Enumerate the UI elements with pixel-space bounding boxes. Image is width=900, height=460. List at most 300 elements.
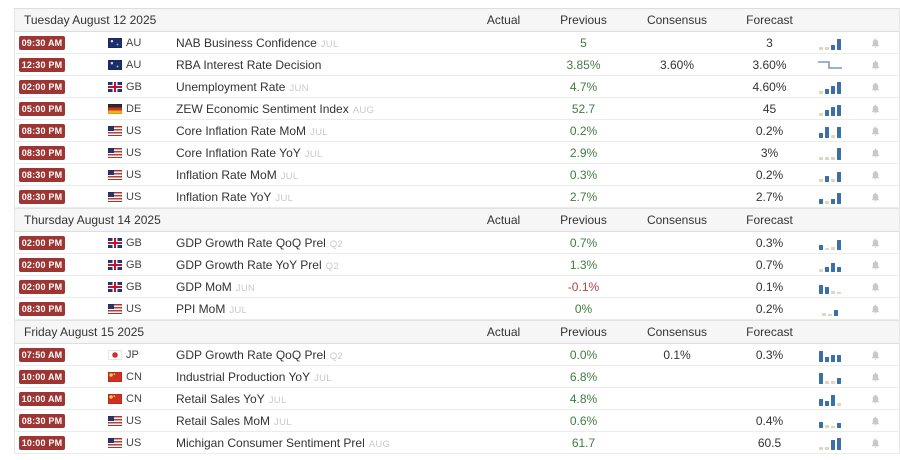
time-badge: 10:00 AM [19, 370, 65, 384]
calendar-row [15, 254, 899, 276]
column-header-previous: Previous [560, 13, 607, 27]
spark-bar [825, 357, 829, 362]
time-cell [15, 392, 101, 406]
previous-value: 6.8% [569, 369, 598, 384]
spark-bar [819, 91, 823, 94]
event-link[interactable]: Core Inflation Rate MoM [176, 123, 307, 138]
previous-value: 0.2% [569, 123, 598, 138]
forecast-value: 0.3% [755, 235, 784, 250]
spark-bar [819, 47, 823, 50]
spark-bar [828, 314, 832, 316]
spark-bar [825, 267, 829, 272]
country-cell [101, 59, 171, 71]
alert-bell-button[interactable] [854, 281, 897, 293]
column-header-consensus: Consensus [646, 325, 708, 339]
country-code-link[interactable]: US [126, 168, 142, 181]
sparkline-chart[interactable] [806, 236, 854, 250]
time-badge: 02:00 PM [19, 258, 65, 272]
event-link[interactable]: Unemployment Rate [176, 79, 286, 94]
alert-bell-button[interactable] [854, 303, 897, 315]
time-cell [15, 102, 101, 116]
time-cell [15, 80, 101, 94]
alert-bell-button[interactable] [854, 393, 897, 405]
event-period-label: JUL [304, 148, 323, 160]
forecast-value: 3.60% [752, 57, 787, 72]
spark-bar [837, 148, 841, 160]
event-cell [171, 370, 461, 384]
calendar-row [15, 120, 899, 142]
spark-bar [825, 176, 829, 182]
spark-bar [831, 86, 835, 94]
spark-bar [837, 39, 841, 50]
spark-bar [825, 248, 829, 250]
event-link[interactable]: NAB Business Confidence [176, 35, 317, 50]
time-badge: 02:00 PM [19, 280, 65, 294]
spark-bar [837, 193, 841, 204]
spark-bar [837, 127, 841, 138]
spark-bar [837, 267, 841, 272]
spark-bar [831, 291, 835, 294]
flag-gb-icon [108, 82, 122, 92]
alert-bell-button[interactable] [854, 37, 897, 49]
spark-bar [837, 438, 841, 450]
forecast-value: 0.2% [755, 123, 784, 138]
event-cell [171, 392, 461, 406]
sparkline-chart[interactable] [806, 436, 854, 450]
spark-bar [825, 110, 829, 116]
time-cell [15, 436, 101, 450]
calendar-row [15, 98, 899, 120]
forecast-value: 45 [762, 101, 777, 116]
country-code-link[interactable]: GB [126, 80, 142, 93]
country-code-link[interactable]: US [126, 124, 142, 137]
calendar-row [15, 232, 899, 254]
time-badge: 08:30 PM [19, 168, 65, 182]
sparkline-chart[interactable] [806, 146, 854, 160]
time-cell [15, 280, 101, 294]
event-link[interactable]: Michigan Consumer Sentiment Prel [176, 435, 365, 450]
event-cell [171, 236, 461, 250]
country-code-link[interactable]: US [126, 414, 142, 427]
spark-bar [837, 403, 841, 406]
event-link[interactable]: Inflation Rate YoY [176, 189, 272, 204]
calendar-row [15, 366, 899, 388]
column-header-actual: Actual [486, 213, 521, 227]
spark-bar [837, 355, 841, 362]
time-badge: 07:50 AM [19, 348, 65, 362]
country-cell [101, 393, 171, 405]
spark-bar [837, 378, 841, 384]
time-cell [15, 190, 101, 204]
time-cell [15, 258, 101, 272]
flag-us-icon [108, 170, 122, 180]
event-period-label: JUL [310, 126, 328, 138]
flag-de-icon [108, 104, 122, 114]
forecast-value: 0.1% [755, 279, 784, 294]
column-header-forecast: Forecast [746, 13, 793, 27]
spark-bar [831, 199, 835, 204]
flag-us-icon [108, 126, 122, 136]
event-cell [171, 168, 461, 182]
flag-au-icon [108, 60, 122, 70]
sparkline-chart[interactable] [806, 124, 854, 138]
event-link[interactable]: Retail Sales MoM [176, 413, 271, 428]
event-link[interactable]: PPI MoM [176, 301, 226, 316]
event-period-label: JUN [235, 282, 256, 294]
time-cell [15, 302, 101, 316]
sparkline-chart[interactable] [806, 36, 854, 50]
time-badge: 02:00 PM [19, 236, 65, 250]
country-code-link[interactable]: GB [126, 258, 142, 271]
event-period-label: JUL [314, 372, 332, 384]
event-period-label: AUG [368, 438, 391, 450]
country-code-link[interactable]: AU [126, 36, 142, 49]
previous-value: 4.8% [569, 391, 598, 406]
calendar-row [15, 164, 899, 186]
time-badge: 12:30 PM [19, 58, 65, 72]
event-cell [171, 280, 461, 294]
previous-value: 52.7 [571, 101, 596, 116]
section-header [15, 320, 899, 344]
alert-bell-button[interactable] [854, 191, 897, 203]
event-period-label: JUL [320, 38, 339, 50]
alert-bell-button[interactable] [854, 125, 897, 137]
previous-value: 0% [574, 301, 593, 316]
country-cell [101, 437, 171, 449]
previous-value: 1.3% [569, 257, 598, 272]
time-badge: 08:30 PM [19, 190, 65, 204]
forecast-value: 0.2% [755, 167, 784, 182]
event-cell [171, 302, 461, 316]
country-code-link[interactable]: US [126, 436, 142, 449]
spark-bar [825, 381, 829, 384]
sparkline-chart[interactable] [806, 258, 854, 272]
sparkline-chart[interactable] [806, 302, 854, 316]
calendar-row [15, 432, 899, 454]
alert-bell-button[interactable] [854, 81, 897, 93]
spark-bar [837, 423, 841, 428]
calendar-row [15, 32, 899, 54]
section-date: Friday August 15 2025 [24, 325, 145, 339]
country-cell [101, 81, 171, 93]
flag-us-icon [108, 438, 122, 448]
event-cell [171, 348, 461, 362]
event-cell [171, 36, 461, 50]
country-cell [101, 169, 171, 181]
sparkline-chart[interactable] [806, 370, 854, 384]
calendar-row [15, 76, 899, 98]
time-badge: 08:30 PM [19, 146, 65, 160]
country-cell [101, 371, 171, 383]
calendar-row [15, 344, 899, 366]
sparkline-chart[interactable] [806, 58, 854, 72]
spark-bar [819, 179, 823, 182]
country-code-link[interactable]: US [126, 190, 142, 203]
country-cell [101, 125, 171, 137]
event-link[interactable]: Core Inflation Rate YoY [176, 145, 301, 160]
time-cell [15, 124, 101, 138]
previous-value: 0.6% [569, 413, 598, 428]
time-cell [15, 370, 101, 384]
calendar-row [15, 276, 899, 298]
alert-bell-button[interactable] [854, 59, 897, 71]
spark-bar [825, 447, 829, 450]
time-badge: 08:30 PM [19, 414, 65, 428]
flag-us-icon [108, 416, 122, 426]
event-link[interactable]: GDP Growth Rate QoQ Prel [176, 347, 326, 362]
spark-bar [819, 133, 823, 138]
column-header-forecast: Forecast [746, 325, 793, 339]
previous-value: 0.0% [569, 347, 598, 362]
previous-value: 0.3% [569, 167, 598, 182]
spark-bar [831, 179, 835, 182]
spark-bar [825, 127, 829, 138]
previous-value: -0.1% [567, 279, 600, 294]
event-link[interactable]: GDP MoM [176, 279, 232, 294]
country-code-link[interactable]: CN [126, 370, 142, 383]
flag-au-icon [108, 38, 122, 48]
section-header [15, 9, 899, 32]
event-period-label: Q2 [329, 350, 344, 362]
spark-bar [825, 157, 829, 160]
country-cell [101, 237, 171, 249]
spark-bar [831, 45, 835, 50]
flag-us-icon [108, 304, 122, 314]
sparkline-chart[interactable] [806, 102, 854, 116]
section-header [15, 208, 899, 232]
flag-us-icon [108, 148, 122, 158]
flag-gb-icon [108, 282, 122, 292]
spark-bar [825, 47, 829, 50]
country-cell [101, 103, 171, 115]
calendar-row [15, 298, 899, 320]
time-badge: 08:30 PM [19, 124, 65, 138]
country-code-link[interactable]: AU [126, 58, 142, 71]
column-header-forecast: Forecast [746, 213, 793, 227]
country-code-link[interactable]: US [126, 302, 142, 315]
country-cell [101, 37, 171, 49]
spark-bar [831, 263, 835, 272]
country-cell [101, 281, 171, 293]
spark-bar [825, 425, 829, 428]
calendar-row [15, 54, 899, 76]
time-cell [15, 236, 101, 250]
sparkline-chart[interactable] [806, 168, 854, 182]
country-cell [101, 415, 171, 427]
sparkline-chart[interactable] [806, 414, 854, 428]
calendar-row [15, 388, 899, 410]
spark-bar [825, 401, 829, 406]
spark-bar [837, 105, 841, 116]
spark-bar [819, 113, 823, 116]
spark-bar [819, 245, 823, 250]
event-cell [171, 436, 461, 450]
alert-bell-button[interactable] [854, 103, 897, 115]
consensus-value: 3.60% [659, 57, 695, 72]
time-cell [15, 414, 101, 428]
spark-bar [819, 157, 823, 160]
section-date: Tuesday August 12 2025 [24, 13, 157, 27]
alert-bell-button[interactable] [854, 237, 897, 249]
consensus-value: 0.1% [663, 347, 691, 362]
flag-us-icon [108, 192, 122, 202]
spark-bar [825, 287, 829, 294]
spark-bar [831, 440, 835, 450]
column-header-actual: Actual [486, 325, 521, 339]
country-code-link[interactable]: US [126, 146, 142, 159]
forecast-value: 4.60% [752, 79, 787, 94]
event-link[interactable]: Industrial Production YoY [176, 369, 311, 384]
event-cell [171, 124, 461, 138]
time-cell [15, 168, 101, 182]
calendar-row [15, 186, 899, 208]
country-cell [101, 259, 171, 271]
section-date: Thursday August 14 2025 [24, 213, 161, 227]
spark-bar [831, 395, 835, 406]
spark-bar [837, 82, 841, 94]
column-header-actual: Actual [486, 13, 521, 27]
flag-cn-icon [108, 372, 122, 382]
flag-gb-icon [108, 260, 122, 270]
spark-bar [837, 292, 841, 294]
spark-bar [819, 351, 823, 362]
spark-bar [819, 199, 823, 204]
spark-bar [834, 310, 838, 316]
event-period-label: JUL [229, 304, 248, 316]
alert-bell-button[interactable] [854, 169, 897, 181]
country-cell [101, 147, 171, 159]
alert-bell-button[interactable] [854, 147, 897, 159]
spark-bar [831, 107, 835, 116]
calendar-row [15, 410, 899, 432]
time-cell [15, 348, 101, 362]
spark-bar [825, 89, 829, 94]
event-cell [171, 102, 461, 116]
spark-bar [819, 399, 823, 406]
forecast-value: 0.4% [755, 413, 784, 428]
time-badge: 05:00 PM [19, 102, 65, 116]
previous-value: 0.7% [569, 235, 598, 250]
country-code-link[interactable]: JP [126, 348, 139, 361]
forecast-value: 0.3% [755, 347, 784, 362]
event-period-label: JUL [268, 394, 287, 406]
time-badge: 10:00 PM [19, 436, 65, 450]
spark-bar [819, 447, 823, 450]
event-period-label: Q2 [325, 260, 339, 272]
spark-bar [822, 313, 826, 316]
spark-bar [831, 247, 835, 250]
column-header-previous: Previous [560, 325, 607, 339]
country-code-link[interactable]: GB [126, 280, 142, 293]
forecast-value: 0.2% [755, 301, 784, 316]
flag-jp-icon [108, 350, 122, 360]
spark-bar [819, 373, 823, 384]
sparkline-chart[interactable] [806, 280, 854, 294]
event-link[interactable]: Inflation Rate MoM [176, 167, 277, 182]
column-header-consensus: Consensus [646, 13, 708, 27]
spark-bar [831, 381, 835, 384]
previous-value: 2.9% [569, 145, 598, 160]
event-period-label: JUL [275, 192, 294, 204]
country-cell [101, 349, 171, 361]
time-cell [15, 36, 101, 50]
country-cell [101, 303, 171, 315]
time-badge: 10:00 AM [19, 392, 65, 406]
spark-bar [825, 201, 829, 204]
time-badge: 09:30 AM [19, 36, 65, 50]
event-period-label: AUG [352, 104, 375, 116]
time-badge: 02:00 PM [19, 80, 65, 94]
event-cell [171, 146, 461, 160]
time-badge: 08:30 PM [19, 302, 65, 316]
spark-bar [831, 426, 835, 428]
previous-value: 5 [580, 35, 587, 50]
spark-bar [831, 355, 835, 362]
country-cell [101, 191, 171, 203]
flag-cn-icon [108, 394, 122, 404]
event-link[interactable]: GDP Growth Rate YoY Prel [176, 257, 322, 272]
forecast-value: 3% [760, 145, 779, 160]
forecast-value: 2.7% [755, 189, 784, 204]
event-link[interactable]: GDP Growth Rate QoQ Prel [176, 235, 326, 250]
previous-value: 4.7% [569, 79, 598, 94]
column-header-consensus: Consensus [646, 213, 708, 227]
event-cell [171, 80, 461, 94]
previous-value: 2.7% [569, 189, 598, 204]
forecast-value: 60.5 [757, 435, 782, 450]
event-period-label: JUL [274, 416, 292, 428]
forecast-value: 0.7% [755, 257, 784, 272]
economic-calendar-table [14, 8, 900, 454]
event-cell [171, 58, 461, 72]
event-period-label: JUL [280, 170, 299, 182]
alert-bell-button[interactable] [854, 349, 897, 361]
spark-bar [837, 172, 841, 182]
forecast-value: 3 [766, 35, 773, 50]
previous-value: 61.7 [571, 435, 596, 450]
event-period-label: JUN [289, 82, 309, 94]
spark-bar [819, 422, 823, 428]
country-code-link[interactable]: CN [126, 392, 142, 405]
event-period-label: Q2 [329, 238, 344, 250]
time-cell [15, 58, 101, 72]
column-header-previous: Previous [560, 213, 607, 227]
spark-bar [831, 157, 835, 160]
spark-bar [837, 240, 841, 250]
spark-bar [819, 269, 823, 272]
sparkline-chart[interactable] [806, 392, 854, 406]
flag-gb-icon [108, 238, 122, 248]
previous-value: 3.85% [566, 57, 601, 72]
event-link[interactable]: ZEW Economic Sentiment Index [176, 101, 349, 116]
country-code-link[interactable]: DE [126, 102, 142, 115]
alert-bell-button[interactable] [854, 371, 897, 383]
event-cell [171, 414, 461, 428]
alert-bell-button[interactable] [854, 259, 897, 271]
sparkline-chart[interactable] [806, 190, 854, 204]
event-link[interactable]: RBA Interest Rate Decision [176, 57, 322, 72]
sparkline-chart[interactable] [806, 348, 854, 362]
event-cell [171, 258, 461, 272]
country-code-link[interactable]: GB [126, 236, 142, 249]
spark-bar [819, 285, 823, 294]
alert-bell-button[interactable] [854, 437, 897, 449]
sparkline-chart[interactable] [806, 80, 854, 94]
spark-bar [831, 135, 835, 138]
event-link[interactable]: Retail Sales YoY [176, 391, 265, 406]
alert-bell-button[interactable] [854, 415, 897, 427]
time-cell [15, 146, 101, 160]
